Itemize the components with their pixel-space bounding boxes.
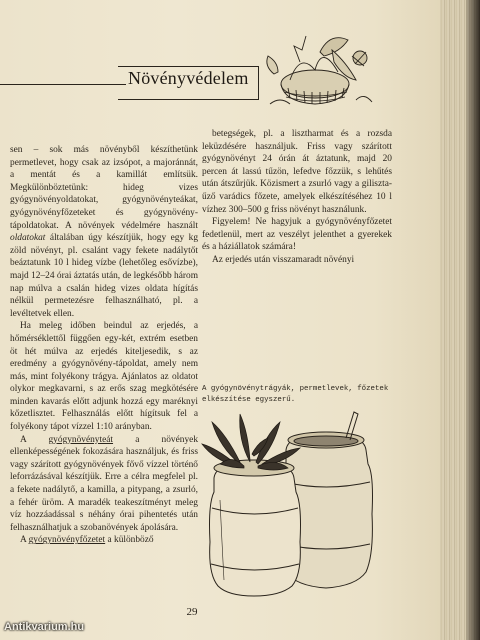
paragraph: A gyógynövényfőzetet a különböző bbox=[20, 535, 154, 546]
warning-paragraph: Figyelem! Ne hagyjuk a gyógynövényfőzetet fedetlenül, mert az veszélyt jelenthet a gyerekek és a háziállatok számára! bbox=[202, 217, 392, 253]
site-watermark: Antikvarium.hu bbox=[4, 621, 85, 633]
gardening-basket-illustration bbox=[260, 22, 380, 114]
paragraph: Ha meleg időben beindul az erjedés, a hőmérséklettől függően egy-két, extrém esetben öt hét múlva az erjedés kiteljesedik, s az eredmény a gyógynövény-tápoldat, amely nem más, mint folyékony trágya. Ajánlatos az oldatot olykor megkavarni, s az erős szag megkötésére minden kavarás előtt adjunk hozzá egy maréknyi kőzetlisztet. Felhasználás előtt hígítsuk fel a folyékony tápot vízzel 1:10 arányban. bbox=[10, 321, 198, 433]
paragraph: sen – sok más növényből készíthetünk permetlevet, hogy csak az izsópot, a majoránnát, a mentát és a kamillát említsük. Megkülönböztetünk: hideg vizes gyógynövényoldatokat, gyógynövényteákat, gyógynövényfőzeteket és gyógynövény-tápoldatokat. A növények védelmére használt oldatokat általában úgy készítjük, hogy egy kg zöld növényt, pl. csalánt vagy fekete nadálytőt beáztatunk 10 l hideg vízbe (lehetőleg esővízbe), majd 12–24 órai áztatás után, de legkésőbb három nap múlva a csalán hideg vizes oldata hígítás nélkül permetezésre felhasználható, pl. a levéltetvek ellen. bbox=[10, 145, 199, 319]
book-edge-shadow bbox=[466, 0, 480, 640]
figure-caption: A gyógynövénytrágyák, permetlevek, főzetek elkészítése egyszerű. bbox=[202, 385, 389, 404]
jars-illustration bbox=[196, 404, 396, 600]
term: gyógynövényteát bbox=[48, 434, 114, 445]
paragraph: Az erjedés után visszamaradt növényi bbox=[212, 254, 355, 265]
page-number: 29 bbox=[186, 606, 198, 618]
heading-rule bbox=[0, 84, 126, 85]
paragraph: A gyógynövényteát a növények ellenképességének fokozására használjuk, és friss vagy szárított gyógynövények fővő vízzel történő leforrázásával készítjük. Erre a célra megfelel pl. a fekete nadálytő, a kamilla, a pitypang, a zsurló, a fehér üröm. A maradék teakeszítményt meleg víz hozzáadással s néhány órai pihentetés után felhasználhatjuk a szobanövények ápolására. bbox=[10, 434, 199, 533]
right-text-column bbox=[202, 128, 392, 267]
section-title: Növényvédelem bbox=[128, 68, 249, 88]
term: gyógynövényfőzetet bbox=[28, 535, 106, 546]
left-text-column bbox=[10, 144, 198, 547]
paragraph: betegségek, pl. a lisztharmat és a rozsda leküzdésére használjuk. Friss vagy szárított gyógynövényt 24 órán át áztatunk, majd 20 percen át lassú tűzön, lefedve főzzük, s lehűtés után átszűrjük. Közismert a zsurló vagy a gilisztaűző varádics főzete, amelyek elkészítéséhez 10 l vízhez 300–500 g friss növényt használunk. bbox=[202, 129, 392, 215]
